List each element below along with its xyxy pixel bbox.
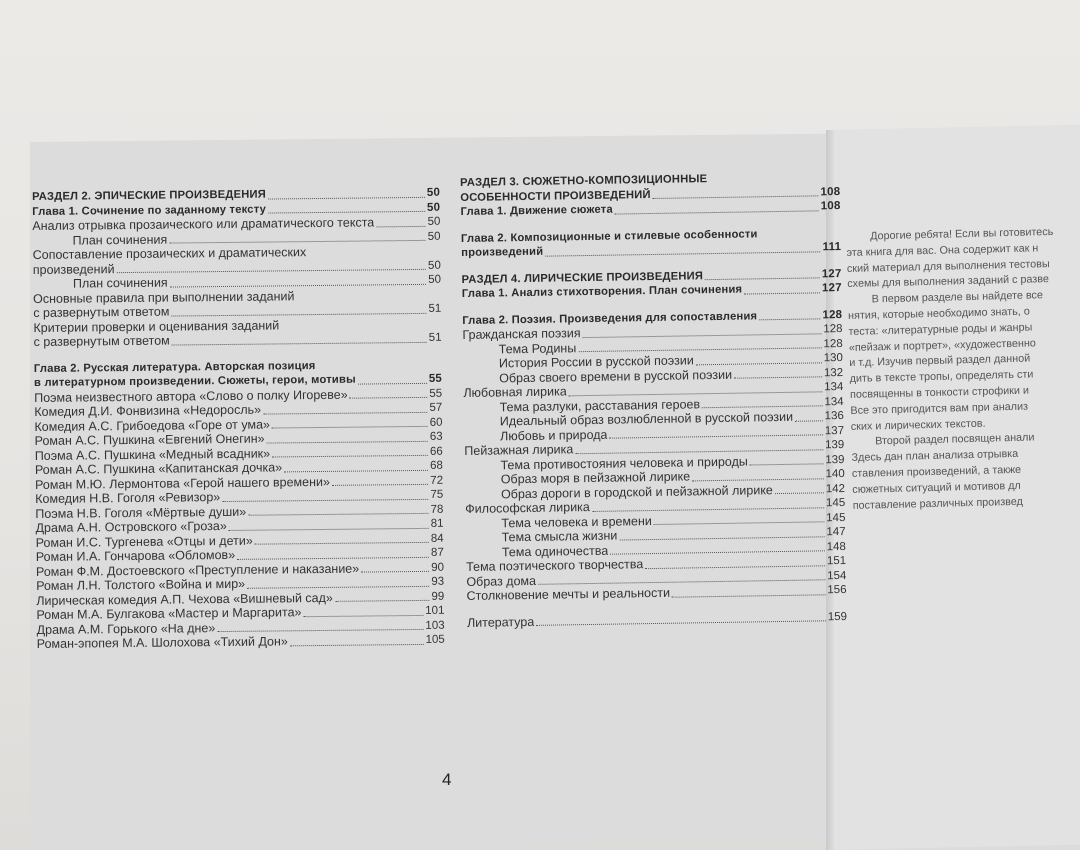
toc-page-number: 68 — [430, 459, 443, 472]
toc-dot-leader — [229, 527, 429, 530]
toc-page-number: 50 — [427, 259, 441, 272]
toc-entry-first-line: Критерии проверки и оценивания заданий — [33, 317, 280, 335]
toc-dot-leader — [237, 556, 429, 559]
toc-entry-title: Роман-эпопея М.А. Шолохова «Тихий Дон» — [36, 634, 288, 651]
toc-dot-leader — [284, 469, 428, 472]
toc-dot-leader — [255, 542, 429, 545]
toc-page-number: 60 — [429, 416, 443, 429]
toc-entry-title: Роман М.Ю. Лермонтова «Герой нашего времени» — [35, 474, 330, 492]
toc-page-number: 147 — [826, 525, 846, 539]
preface-line: ский материал для выполнения тестовы — [846, 257, 1050, 275]
toc-page-number: 90 — [431, 561, 445, 574]
preface-line: ставления произведений, а также — [851, 463, 1022, 480]
toc-entry-title: Роман И.А. Гончарова «Обломов» — [35, 547, 236, 564]
toc-dot-leader — [272, 426, 428, 429]
toc-dot-leader — [267, 440, 428, 443]
toc-entry-title: Пейзажная лирика — [464, 442, 574, 458]
toc-page-number: 63 — [429, 430, 443, 443]
toc-entry-first-line: Глава 2. Русская литература. Авторская позиция — [33, 359, 316, 375]
toc-dot-leader — [248, 513, 428, 516]
toc-page-number: 72 — [430, 474, 444, 487]
toc-page-number: 50 — [426, 201, 441, 214]
preface-line: схемы для выполнения заданий с разве — [847, 273, 1050, 291]
toc-entry-title: История России в русской поэзии — [498, 353, 694, 371]
toc-page-number: 154 — [827, 569, 847, 582]
toc-page-number: 75 — [430, 488, 444, 501]
toc-entry-title: Лирическая комедия А.П. Чехова «Вишневый сад» — [36, 590, 333, 608]
toc-dot-leader — [303, 614, 423, 616]
toc-page-number: 50 — [427, 215, 441, 228]
toc-page-number: 50 — [427, 230, 441, 243]
preface-line: Второй раздел посвящен анали — [875, 431, 1035, 448]
toc-dot-leader — [705, 277, 820, 280]
toc-dot-leader — [290, 643, 424, 645]
toc-dot-leader — [171, 312, 426, 316]
toc-page-number: 134 — [824, 381, 844, 394]
toc-page-number: 108 — [820, 185, 841, 198]
toc-entry-title: Глава 1. Сочинение по заданному тексту — [32, 203, 267, 218]
toc-entry-title: Тема человека и времени — [501, 513, 652, 530]
toc-entry-title: Любовь и природа — [499, 427, 608, 443]
toc-dot-leader — [654, 521, 824, 525]
toc-page-number: 101 — [425, 604, 445, 617]
toc-page-number: 139 — [824, 438, 845, 452]
toc-dot-leader — [734, 376, 822, 378]
toc-entry-title: Глава 2. Поэзия. Произведения для сопоставления — [462, 309, 758, 327]
toc-dot-leader — [268, 196, 425, 199]
toc-entry-title: ОСОБЕННОСТИ ПРОИЗВЕДЕНИЙ — [460, 188, 651, 204]
toc-dot-leader — [217, 629, 423, 632]
toc-page-number: 137 — [824, 424, 845, 437]
toc-page-number: 55 — [429, 387, 443, 400]
preface-line: В первом разделе вы найдете все — [871, 289, 1044, 306]
toc-dot-leader — [775, 492, 824, 494]
toc-entry-title: Тема одиночества — [501, 543, 609, 559]
toc-dot-leader — [692, 478, 823, 481]
toc-entry-title: Поэма А.С. Пушкина «Медный всадник» — [34, 446, 271, 463]
preface-line: дить в тексте тропы, определять сти — [849, 368, 1034, 386]
toc-dot-leader — [272, 455, 428, 458]
toc-entry-title: Тема смысла жизни — [501, 528, 618, 545]
preface-line: теста: «литературные роды и жанры — [848, 321, 1033, 338]
page-number: 4 — [442, 770, 452, 789]
toc-entry-title: Идеальный образ возлюбленной в русской поэзии — [499, 409, 794, 429]
toc-page-number: 142 — [825, 482, 846, 495]
preface-line: сюжетных ситуаций и мотивов дл — [852, 479, 1021, 496]
toc-page-number: 128 — [823, 323, 843, 336]
toc-entry-title: Тема разлуки, расставания героев — [499, 396, 701, 414]
preface-line: Здесь дан план анализа отрывка — [851, 448, 1019, 465]
preface-line: ских и лирических текстов. — [850, 417, 986, 433]
toc-entry-title: Роман Л.Н. Толстого «Война и мир» — [36, 576, 246, 593]
toc-entry-title: Драма А.М. Горького «На дне» — [36, 620, 216, 637]
toc-entry-title: Образ моря в пейзажной лирике — [500, 469, 691, 487]
toc-page-number: 51 — [428, 331, 442, 344]
toc-entry-title: Анализ отрывка прозаического или драматического текста — [32, 215, 375, 233]
toc-page-number: 78 — [430, 503, 444, 516]
toc-dot-leader — [702, 405, 822, 408]
toc-dot-leader — [750, 463, 824, 465]
toc-entry-first-line: Глава 2. Композиционные и стилевые особенности — [460, 227, 758, 245]
toc-dot-leader — [696, 362, 822, 365]
toc-page-number: 103 — [425, 619, 445, 632]
toc-page-number: 108 — [820, 200, 841, 213]
toc-dot-leader — [332, 484, 428, 486]
toc-page-number: 145 — [825, 496, 846, 510]
toc-entry-title: Тема противостояния человека и природы — [500, 454, 748, 472]
toc-page-number: 127 — [821, 267, 842, 280]
preface-line: «пейзаж и портрет», «художественно — [848, 336, 1036, 354]
toc-entry-title: Роман И.С. Тургенева «Отцы и дети» — [35, 533, 253, 550]
toc-entry-title: Образ дороги в городской и пейзажной лирике — [500, 482, 773, 501]
toc-entry-title: Образ своего времени в русской поэзии — [499, 367, 733, 385]
preface-line: нятия, которые необходимо знать, о — [847, 305, 1030, 322]
toc-entry-first-line: Основные правила при выполнении заданий — [33, 288, 295, 306]
toc-dot-leader — [653, 195, 819, 199]
toc-dot-leader — [759, 318, 820, 320]
toc-page-number: 132 — [823, 366, 844, 379]
preface-line: поставление различных произвед — [852, 495, 1024, 512]
toc-page-number: 128 — [823, 337, 843, 350]
toc-page-number: 81 — [430, 517, 444, 530]
toc-entry-title: Комедия А.С. Грибоедова «Горе от ума» — [34, 417, 271, 434]
toc-dot-leader — [169, 240, 426, 244]
toc-entry-title: Комедия Н.В. Гоголя «Ревизор» — [35, 490, 221, 506]
toc-dot-leader — [335, 600, 430, 602]
toc-entry-title: РАЗДЕЛ 2. ЭПИЧЕСКИЕ ПРОИЗВЕДЕНИЯ — [32, 188, 267, 203]
toc-page-number: 127 — [821, 282, 842, 295]
toc-dot-leader — [361, 571, 429, 573]
toc-page-number: 128 — [822, 308, 843, 321]
toc-page-number: 50 — [426, 186, 441, 199]
toc-dot-leader — [172, 341, 427, 345]
toc-entry-title: План сочинения — [72, 275, 168, 291]
toc-dot-leader — [672, 594, 825, 597]
toc-entry-title: с развернутым ответом — [33, 333, 170, 349]
toc-right-column — [460, 170, 847, 630]
toc-page-number: 99 — [431, 590, 445, 603]
toc-page-number: 151 — [826, 554, 847, 568]
toc-entry-title: Драма А.Н. Островского «Гроза» — [35, 518, 227, 535]
toc-page-number: 156 — [827, 583, 847, 597]
toc-page-number: 84 — [430, 532, 444, 545]
toc-entry-title: Роман М.А. Булгакова «Мастер и Маргарита» — [36, 605, 302, 622]
toc-page-number: 93 — [431, 575, 445, 588]
toc-page-number: 111 — [822, 241, 842, 254]
preface-line: эта книга для вас. Она содержит как н — [846, 242, 1039, 259]
toc-entry-title: Литература — [466, 614, 535, 630]
toc-entry-title: Тема поэтического творчества — [466, 557, 644, 574]
preface-line: и т.д. Изучив первый раздел данной — [849, 352, 1031, 370]
toc-dot-leader — [358, 382, 427, 384]
toc-entry-title: Гражданская поэзия — [462, 326, 581, 342]
preface-text — [846, 224, 1080, 514]
toc-entry-title: с развернутым ответом — [33, 304, 170, 320]
toc-dot-leader — [263, 411, 427, 414]
toc-dot-leader — [645, 565, 825, 569]
toc-entry-title: Любовная лирика — [463, 384, 567, 400]
toc-page-number: 139 — [825, 453, 845, 466]
toc-page-number: 66 — [429, 445, 443, 458]
toc-page-number: 87 — [430, 546, 444, 559]
toc-page-number: 136 — [824, 410, 844, 423]
toc-dot-leader — [247, 585, 429, 588]
toc-dot-leader — [795, 420, 823, 421]
toc-entry-title: Комедия Д.И. Фонвизина «Недоросль» — [34, 402, 262, 419]
toc-entry-title: Глава 1. Движение сюжета — [460, 203, 613, 218]
toc-entry-title: произведений — [461, 245, 544, 259]
toc-page-number: 50 — [428, 273, 442, 286]
preface-line: посвященны в тонкости строфики и — [849, 384, 1030, 401]
toc-entry-title: План сочинения — [72, 232, 168, 248]
toc-entry-title: произведений — [32, 261, 115, 277]
toc-entry-title: Поэма неизвестного автора «Слово о полку Игореве» — [34, 387, 348, 405]
toc-entry-title: РАЗДЕЛ 4. ЛИРИЧЕСКИЕ ПРОИЗВЕДЕНИЯ — [461, 269, 704, 286]
toc-page-number: 145 — [826, 511, 846, 524]
toc-page-number: 130 — [823, 352, 844, 365]
toc-entry-title: Роман Ф.М. Достоевского «Преступление и наказание» — [35, 561, 360, 579]
toc-dot-leader — [222, 498, 428, 501]
toc-page-number: 140 — [825, 467, 845, 481]
toc-page-number: 148 — [826, 540, 846, 553]
toc-dot-leader — [350, 397, 428, 399]
toc-entry-title: Тема Родины — [498, 340, 577, 356]
preface-line: Дорогие ребята! Если вы готовитесь — [870, 225, 1054, 243]
toc-page-number: 134 — [824, 395, 844, 408]
toc-left-column — [32, 186, 445, 652]
toc-entry-title: Образ дома — [466, 573, 537, 589]
toc-entry-first-line: Сопоставление прозаических и драматических — [32, 245, 307, 262]
toc-dot-leader — [170, 283, 427, 287]
toc-entry-title: Философская лирика — [465, 500, 590, 516]
toc-page-number: 105 — [425, 633, 445, 646]
toc-entry-title: Глава 1. Анализ стихотворения. План сочинения — [461, 283, 743, 300]
toc-page-number: 55 — [428, 372, 443, 385]
toc-dot-leader — [376, 225, 425, 227]
toc-entry-title: в литературном произведении. Сюжеты, герои, мотивы — [33, 373, 356, 389]
toc-entry-title: Роман А.С. Пушкина «Капитанская дочка» — [34, 460, 283, 477]
preface-line: Все это пригодится вам при анализ — [850, 400, 1029, 417]
toc-entry-first-line: РАЗДЕЛ 3. СЮЖЕТНО-КОМПОЗИЦИОННЫЕ — [460, 173, 708, 189]
toc-dot-leader — [744, 292, 820, 294]
toc-dot-leader — [268, 211, 425, 214]
toc-page-number: 159 — [827, 610, 848, 623]
toc-entry-title: Столкновение мечты и реальности — [466, 585, 671, 603]
toc-entry-title: Поэма Н.В. Гоголя «Мёртвые души» — [35, 504, 247, 521]
toc-page-number: 57 — [429, 401, 443, 414]
toc-page-number: 51 — [428, 302, 442, 315]
toc-entry-title: Роман А.С. Пушкина «Евгений Онегин» — [34, 431, 265, 448]
